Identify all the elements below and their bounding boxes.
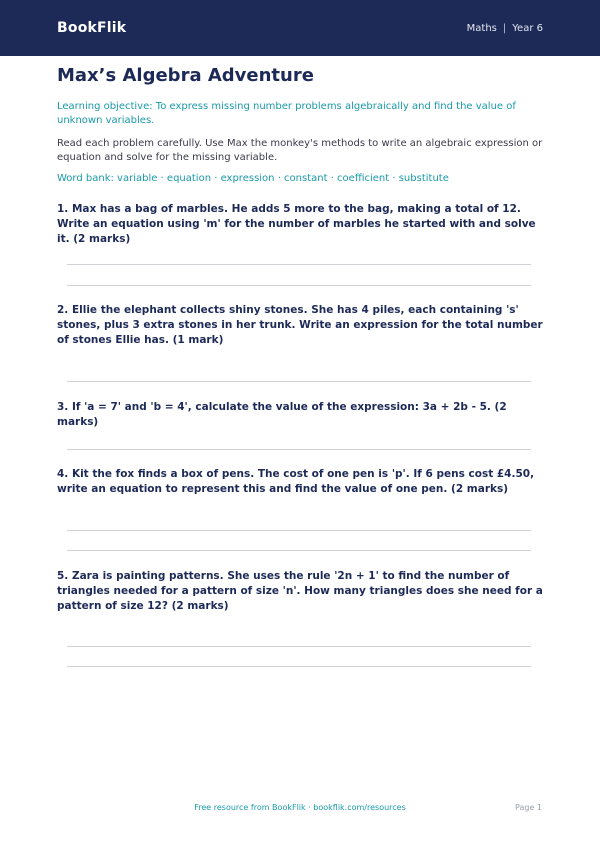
year-label: Year 6	[512, 22, 543, 34]
footer-credit[interactable]: Free resource from BookFlik · bookflik.com/resources	[194, 803, 406, 812]
answer-line[interactable]	[67, 530, 531, 531]
answer-line[interactable]	[67, 646, 531, 647]
meta-separator: |	[502, 22, 507, 34]
answer-line[interactable]	[67, 381, 531, 382]
question-3: 3. If 'a = 7' and 'b = 4', calculate the value of the expression: 3a + 2b - 5. (2 marks)	[57, 401, 507, 428]
header-bar	[0, 0, 600, 56]
question-1: 1. Max has a bag of marbles. He adds 5 more to the bag, making a total of 12. Write an equation using 'm' for the number of marbles he started with and solve it. (2 marks)	[57, 203, 536, 245]
answer-line[interactable]	[67, 666, 531, 667]
answer-line[interactable]	[67, 449, 531, 450]
question-2: 2. Ellie the elephant collects shiny stones. She has 4 piles, each containing 's' stones, plus 3 extra stones in her trunk. Write an expression for the total number of stones Ellie has. (1 mark)	[57, 304, 543, 346]
answer-line[interactable]	[67, 285, 531, 286]
question-4: 4. Kit the fox finds a box of pens. The cost of one pen is 'p'. If 6 pens cost £4.50, write an equation to represent this and find the value of one pen. (2 marks)	[57, 468, 535, 495]
question-5: 5. Zara is painting patterns. She uses the rule '2n + 1' to find the number of triangles needed for a pattern of size 'n'. How many triangles does she need for a pattern of size 12? (2 marks)	[57, 570, 543, 612]
learning-objective: Learning objective: To express missing number problems algebraically and find the value of unknown variables.	[57, 101, 516, 126]
word-bank: Word bank: variable · equation · expression · constant · coefficient · substitute	[57, 173, 449, 184]
instructions: Read each problem carefully. Use Max the monkey's methods to write an algebraic expression or equation and solve for the missing variable.	[57, 138, 543, 163]
brand-logo: BookFlik	[57, 20, 127, 36]
page-number: Page 1	[515, 803, 542, 812]
subject-label: Maths	[466, 22, 497, 34]
worksheet-title: Max’s Algebra Adventure	[57, 65, 314, 86]
footer	[0, 803, 600, 817]
subject-meta	[467, 23, 543, 34]
answer-line[interactable]	[67, 264, 531, 265]
answer-line[interactable]	[67, 550, 531, 551]
